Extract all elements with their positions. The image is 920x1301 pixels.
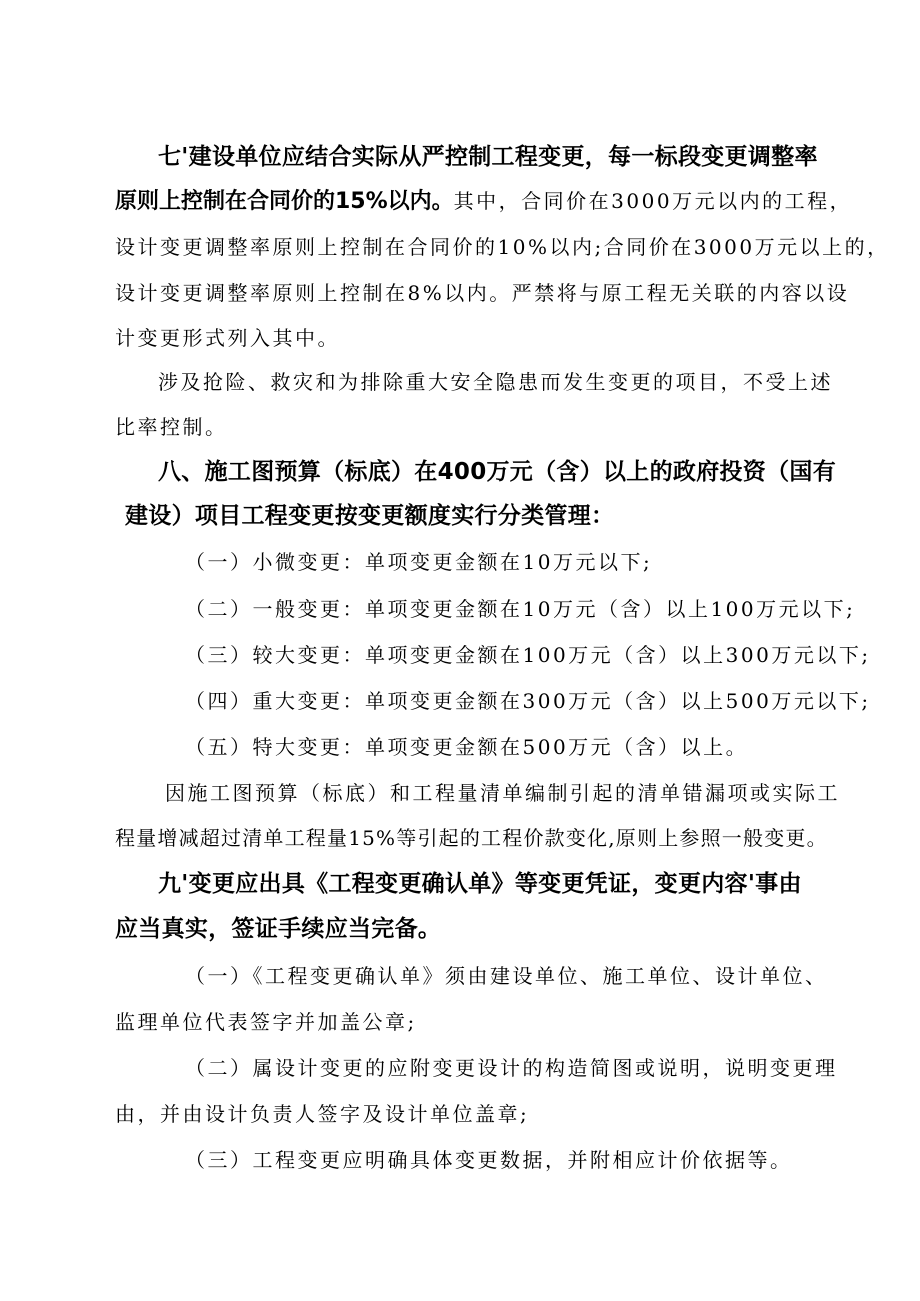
section-8-heading-line-1: 八、施工图预算（标底）在400万元（含）以上的政府投资（国有 <box>158 459 837 485</box>
section-9-item-2-line-1: （二）属设计变更的应附变更设计的构造简图或说明，说明变更理 <box>185 1056 838 1080</box>
section-8-note-line-2: 程量增减超过清单工程量15%等引起的工程价款变化,原则上参照一般变更。 <box>115 826 828 850</box>
section-9-heading-line-1: 九'变更应出具《工程变更确认单》等变更凭证，变更内容'事由 <box>158 871 802 897</box>
section-7-line-7: 比率控制。 <box>115 415 228 439</box>
section-9-item-1-line-2: 监理单位代表签字并加盖公章; <box>115 1010 417 1034</box>
section-8-item-5: （五）特大变更：单项变更金额在500万元（含）以上。 <box>185 735 749 759</box>
section-8-item-4: （四）重大变更：单项变更金额在300万元（含）以上500万元以下; <box>185 689 871 713</box>
section-7-line-2 <box>115 191 852 213</box>
section-8-item-1: （一）小微变更：单项变更金额在10万元以下; <box>185 550 653 574</box>
section-8-heading-line-2: 建设）项目工程变更按变更额度实行分类管理： <box>125 503 615 529</box>
section-7-bold-clause: 原则上控制在合同价的15%以内。 <box>115 189 454 214</box>
section-7-line-5: 计变更形式列入其中。 <box>115 326 340 350</box>
section-9-item-3: （三）工程变更应明确具体变更数据，并附相应计价依据等。 <box>185 1148 793 1172</box>
section-8-item-3: （三）较大变更：单项变更金额在100万元（含）以上300万元以下; <box>185 643 871 667</box>
section-8-item-2: （二）一般变更：单项变更金额在10万元（含）以上100万元以下; <box>185 597 856 621</box>
section-7-line-2-rest: 其中，合同价在3000万元以内的工程， <box>453 189 853 213</box>
section-7-line-3: 设计变更调整率原则上控制在合同价的10%以内;合同价在3000万元以上的， <box>115 235 890 259</box>
section-8-note-line-1: 因施工图预算（标底）和工程量清单编制引起的清单错漏项或实际工 <box>165 781 840 805</box>
section-7-heading-line-1: 七'建设单位应结合实际从严控制工程变更，每一标段变更调整率 <box>158 144 818 170</box>
section-9-item-2-line-2: 由，并由设计负责人签字及设计单位盖章; <box>115 1102 530 1126</box>
section-7-line-6: 涉及抢险、救灾和为排除重大安全隐患而发生变更的项目，不受上述 <box>158 370 833 394</box>
section-9-item-1-line-1: （一）《工程变更确认单》须由建设单位、施工单位、设计单位、 <box>185 964 828 988</box>
section-9-heading-line-2: 应当真实，签证手续应当完备。 <box>115 916 442 942</box>
section-7-line-4: 设计变更调整率原则上控制在8%以内。严禁将与原工程无关联的内容以设 <box>115 281 850 305</box>
